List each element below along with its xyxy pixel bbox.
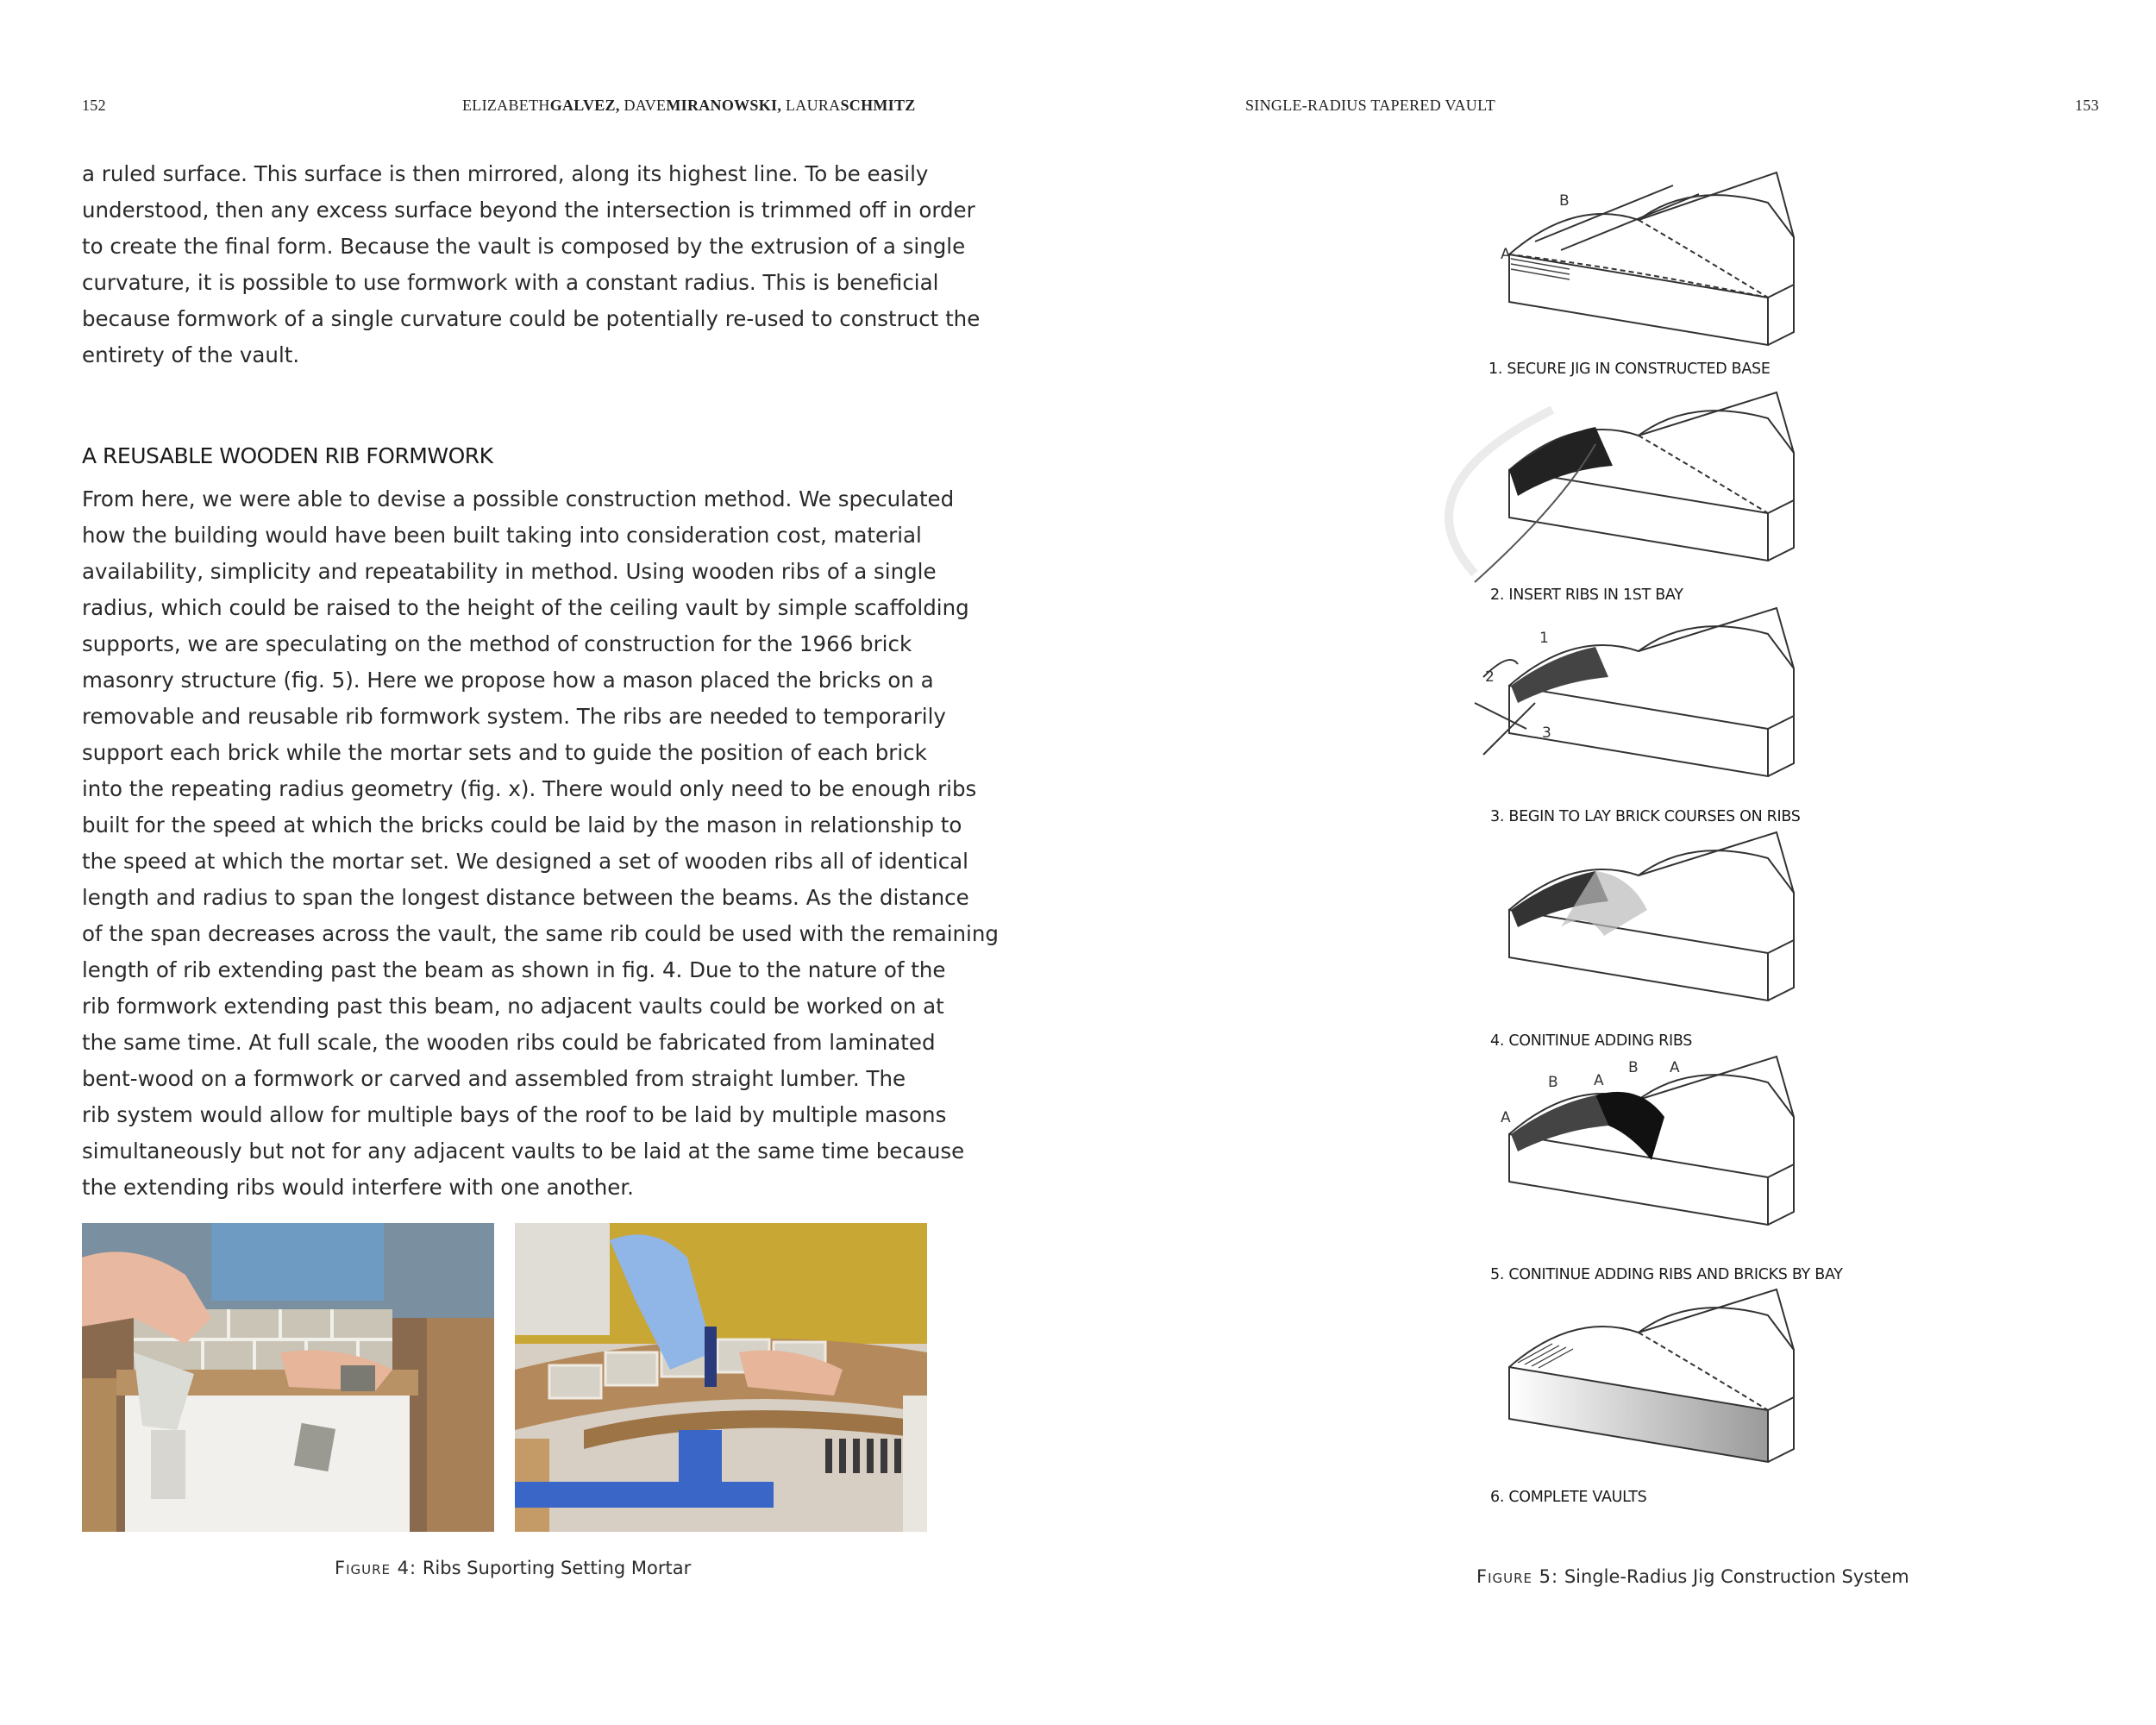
text-line: masonry structure (fig. 5). Here we propose how a mason placed the bricks on a: [82, 668, 934, 693]
step-2-diagram: [1490, 401, 1915, 617]
text-line: removable and reusable rib formwork system. The ribs are needed to temporarily: [82, 704, 946, 729]
author-first: ELIZABETH: [462, 97, 550, 114]
step-2-label: 2. INSERT RIBS IN 1ST BAY: [1490, 586, 1683, 604]
text-line: availability, simplicity and repeatability in method. Using wooden ribs of a single: [82, 559, 937, 584]
text-line: into the repeating radius geometry (fig. x). There would only need to be enough ribs: [82, 776, 977, 801]
figure-title: Ribs Suporting Setting Mortar: [422, 1558, 692, 1578]
step-3-letter-1: 1: [1539, 630, 1549, 647]
running-title: SINGLE-RADIUS TAPERED VAULT: [1245, 97, 1496, 114]
text-line: the speed at which the mortar set. We designed a set of wooden ribs all of identical: [82, 849, 968, 874]
text-line: curvature, it is possible to use formwork with a constant radius. This is beneficial: [82, 270, 939, 295]
step-3-letter-3: 3: [1542, 724, 1551, 742]
text-line: to create the final form. Because the vault is composed by the extrusion of a single: [82, 234, 966, 259]
figure-4-caption: [335, 1558, 691, 1578]
photo-gloved-hands-rib: [515, 1223, 927, 1532]
text-line: rib formwork extending past this beam, no adjacent vaults could be worked on at: [82, 994, 944, 1019]
text-line: From here, we were able to devise a possible construction method. We speculated: [82, 486, 955, 511]
figure-label: Figure 5:: [1476, 1566, 1559, 1587]
author-first: LAURA: [785, 97, 841, 114]
text-line: of the span decreases across the vault, the same rib could be used with the remaining: [82, 921, 999, 946]
figure-title: Single-Radius Jig Construction System: [1564, 1566, 1909, 1587]
author-last: SCHMITZ: [840, 97, 916, 114]
step-3-label: 3. BEGIN TO LAY BRICK COURSES ON RIBS: [1490, 808, 1801, 825]
section-heading: A REUSABLE WOODEN RIB FORMWORK: [82, 443, 493, 468]
intro-paragraph: [82, 156, 981, 373]
step-6-label: 6. COMPLETE VAULTS: [1490, 1489, 1647, 1506]
step-1-diagram: [1489, 172, 1915, 388]
text-line: because formwork of a single curvature could be potentially re-used to construct the: [82, 306, 981, 331]
page-number-right: 153: [2075, 97, 2099, 114]
text-line: built for the speed at which the bricks could be laid by the mason in relationship to: [82, 812, 962, 837]
step-5-letter: A: [1501, 1109, 1511, 1126]
step-1-letter-a: A: [1501, 246, 1511, 263]
text-line: entirety of the vault.: [82, 342, 300, 367]
step-6-diagram: [1490, 1302, 1915, 1509]
step-1-letter-b: B: [1559, 192, 1570, 210]
text-line: support each brick while the mortar sets and to guide the position of each brick: [82, 740, 927, 765]
running-head-authors: [462, 97, 916, 115]
text-line: bent-wood on a formwork or carved and assembled from straight lumber. The: [82, 1066, 906, 1091]
figure-label: Figure 4:: [335, 1558, 417, 1578]
author-first: DAVE: [624, 97, 667, 114]
text-line: the extending ribs would interfere with one another.: [82, 1175, 634, 1200]
step-5-label: 5. CONITINUE ADDING RIBS AND BRICKS BY BAY: [1490, 1266, 1843, 1283]
text-line: understood, then any excess surface beyond the intersection is trimmed off in order: [82, 198, 975, 223]
step-5-letter: B: [1628, 1059, 1639, 1076]
text-line: how the building would have been built taking into consideration cost, material: [82, 523, 922, 548]
step-4-label: 4. CONITINUE ADDING RIBS: [1490, 1032, 1693, 1050]
text-line: length of rib extending past the beam as shown in fig. 4. Due to the nature of the: [82, 957, 946, 982]
step-3-letter-2: 2: [1485, 668, 1495, 686]
step-4-diagram: [1490, 841, 1915, 1057]
step-3-diagram: [1485, 617, 1915, 832]
step-1-label: 1. SECURE JIG IN CONSTRUCTED BASE: [1489, 361, 1771, 378]
photo-hands-placing-brick: [82, 1223, 494, 1532]
text-line: simultaneously but not for any adjacent vaults to be laid at the same time because: [82, 1138, 965, 1164]
page-number-left: 152: [82, 97, 106, 114]
figure-5-caption: [1476, 1566, 1909, 1587]
text-line: length and radius to span the longest distance between the beams. As the distance: [82, 885, 969, 910]
text-line: supports, we are speculating on the method of construction for the 1966 brick: [82, 631, 912, 656]
author-last: GALVEZ,: [549, 97, 620, 114]
step-5-letter: A: [1594, 1072, 1604, 1089]
text-line: a ruled surface. This surface is then mirrored, along its highest line. To be easily: [82, 161, 929, 186]
section-paragraph: [82, 481, 999, 1206]
text-line: radius, which could be raised to the height of the ceiling vault by simple scaffolding: [82, 595, 969, 620]
author-last: MIRANOWSKI,: [666, 97, 782, 114]
step-5-letter: B: [1548, 1074, 1558, 1091]
step-5-diagram: [1490, 1057, 1915, 1283]
text-line: the same time. At full scale, the wooden ribs could be fabricated from laminated: [82, 1030, 936, 1055]
text-line: rib system would allow for multiple bays of the roof to be laid by multiple masons: [82, 1102, 947, 1127]
step-5-letter: A: [1670, 1059, 1680, 1076]
